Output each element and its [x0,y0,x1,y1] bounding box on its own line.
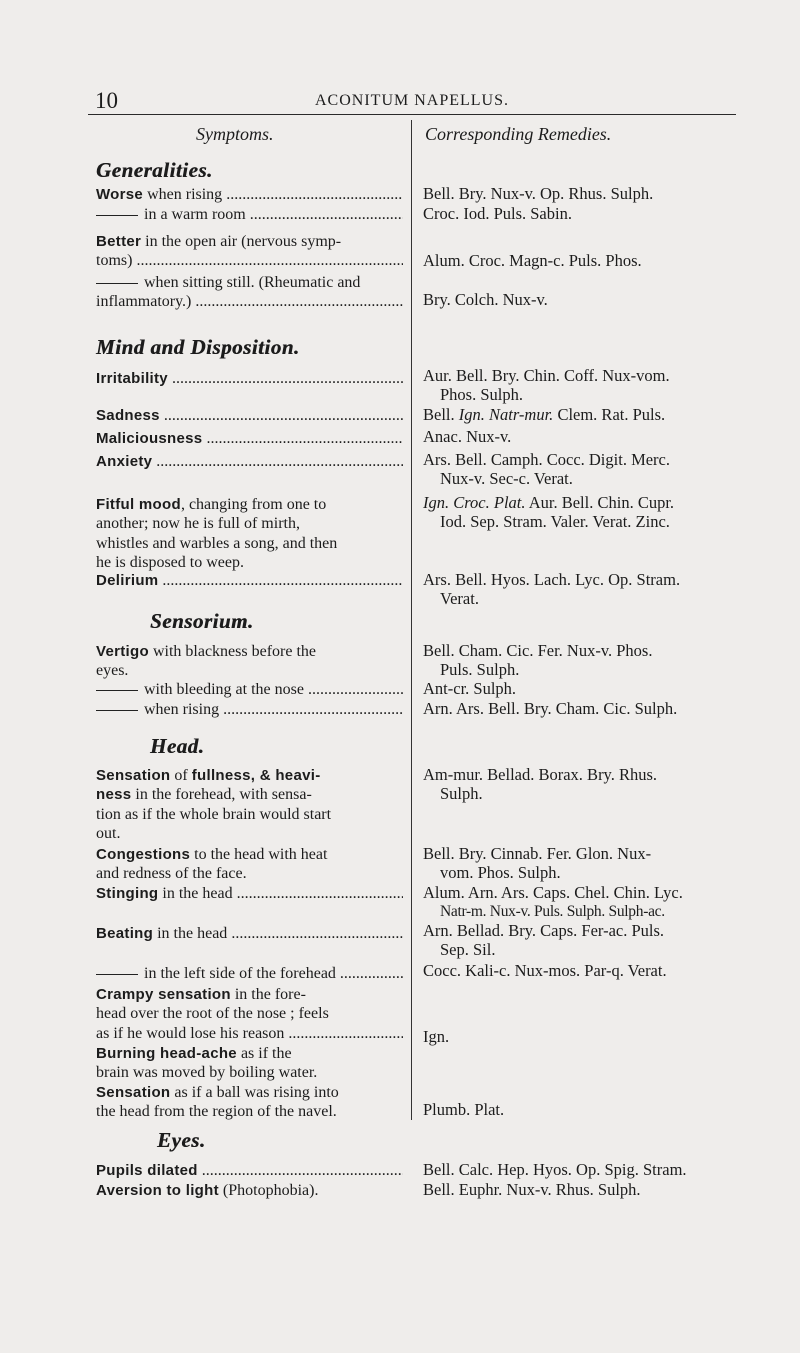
remedy-line: Verat. [440,588,479,608]
remedy-italic: Ign. Croc. Plat. [423,493,526,512]
remedy-line: Iod. Sep. Stram. Valer. Verat. Zinc. [440,511,670,531]
symptom-maliciousness [96,429,403,448]
remedy-line: Arn. Bellad. Bry. Caps. Fer-ac. Puls. [423,921,665,940]
remedy-line: Puls. Sulph. [440,659,520,679]
symptom-worse-rising [96,185,403,204]
symptom-text: when sitting still. (Rheumatic and [144,274,361,291]
keyword: Aversion to light [96,1182,219,1199]
symptom-text: and redness of the face. [96,865,247,883]
symptom-text: as if the [236,1045,292,1062]
symptom-text: (Photophobia). [218,1182,319,1199]
symptom-bleeding-nose [96,680,403,699]
symptom-burning [96,1044,403,1083]
symptom-left-forehead [96,964,403,983]
symptom-text: brain was moved by boiling water. [96,1064,318,1082]
symptom-pupils [96,1161,403,1180]
symptom-fitful-mood [96,495,403,573]
symptoms-column-heading: Symptoms. [196,124,274,144]
symptom-congestions [96,845,403,884]
ditto-dash [96,710,138,711]
symptom-fullness [96,766,403,844]
ditto-dash [96,283,138,284]
remedy-line: Am-mur. Bellad. Borax. Bry. Rhus. [423,765,658,784]
remedy-fitful-mood [423,494,743,531]
keyword: Fitful mood [96,496,181,513]
remedy-maliciousness: Anac. Nux-v. [423,427,512,446]
remedy-stinging [423,884,743,921]
symptom-sitting-still [96,273,403,312]
remedy-line: Ars. Bell. Hyos. Lach. Lyc. Op. Stram. [423,570,681,589]
keyword: Sadness [96,407,160,424]
remedy-photophobia: Bell. Euphr. Nux-v. Rhus. Sulph. [423,1180,641,1199]
remedy-line: Nux-v. Sec-c. Verat. [440,468,573,488]
remedies-column-heading: Corresponding Remedies. [425,124,612,144]
symptom-vertigo-rising [96,700,403,719]
remedy-text: Bell. [423,405,459,424]
keyword: Better [96,233,142,250]
ditto-dash [96,690,138,691]
keyword: Delirium [96,572,159,589]
remedy-beating [423,922,743,959]
symptom-text: when rising [143,186,223,203]
symptom-better-open-air [96,232,403,271]
remedy-warm-room: Croc. Iod. Puls. Sabin. [423,204,572,223]
remedy-pupils: Bell. Calc. Hep. Hyos. Op. Spig. Stram. [423,1160,687,1179]
keyword: Pupils dilated [96,1162,198,1179]
remedy-line: Alum. Arn. Ars. Caps. Chel. Chin. Lyc. [423,883,683,902]
symptom-text: with blackness before the [148,643,317,660]
remedy-left-forehead: Cocc. Kali-c. Nux-mos. Par-q. Verat. [423,961,667,980]
symptom-vertigo [96,642,403,681]
keyword: fullness, & heavi- [191,767,321,784]
remedy-irritability [423,367,743,404]
symptom-text: when rising [144,701,220,718]
remedy-better-open-air: Alum. Croc. Magn-c. Puls. Phos. [423,251,642,270]
keyword: Sensation [96,767,171,784]
keyword: Worse [96,186,144,203]
header-rule [88,114,736,115]
remedy-delirium [423,571,743,608]
symptom-anxiety [96,452,403,471]
keyword: Anxiety [96,453,153,470]
page-number: 10 [95,88,118,113]
symptom-text: toms) ..... [96,251,403,270]
remedy-fullness [423,766,743,803]
remedy-line: Aur. Bell. Bry. Chin. Coff. Nux-vom. [423,366,670,385]
remedy-ball: Plumb. Plat. [423,1100,505,1119]
symptom-warm-room [96,205,403,224]
keyword: Maliciousness [96,430,203,447]
symptom-text: in a warm room [144,206,246,223]
section-heading-sensorium: Sensorium. [150,609,254,633]
symptom-ball [96,1083,403,1122]
remedy-crampy: Ign. [423,1027,450,1046]
running-head: ACONITUM NAPELLUS. [315,92,509,109]
keyword: Beating [96,925,154,942]
remedy-line: Bell. Bry. Cinnab. Fer. Glon. Nux- [423,844,652,863]
remedy-italic: Ign. Natr-mur. [458,405,554,424]
symptom-text: tion as if the whole brain would start [96,805,332,823]
symptom-text: as if a ball was rising into [170,1084,339,1101]
symptom-delirium [96,571,403,590]
remedy-sitting-still: Bry. Colch. Nux-v. [423,290,548,309]
ditto-dash [96,974,138,975]
remedy-line: Phos. Sulph. [440,384,523,404]
symptom-text: with bleeding at the nose [144,681,304,698]
remedy-line: Sep. Sil. [440,939,496,959]
symptom-stinging [96,884,403,903]
symptom-text: to the head with heat [190,846,328,863]
symptom-text: , changing from one to [180,496,327,513]
symptom-text: eyes. [96,662,129,680]
remedy-congestions [423,845,743,882]
section-heading-generalities: Generalities. [96,158,213,182]
keyword: Crampy sensation [96,986,231,1003]
symptom-photophobia [96,1181,403,1200]
symptom-text: in the forehead, with sensa- [131,786,312,804]
section-heading-mind: Mind and Disposition. [96,335,300,359]
remedy-text: Aur. Bell. Chin. Cupr. [525,493,675,512]
symptom-beating [96,924,403,943]
symptom-text: of [170,767,192,784]
remedy-worse-rising: Bell. Bry. Nux-v. Op. Rhus. Sulph. [423,184,654,203]
symptom-text: another; now he is full of mirth, [96,515,300,533]
symptom-text: in the fore- [230,986,306,1003]
symptom-text: as if he would lose his reason ..... [96,1024,403,1043]
keyword: Irritability [96,370,168,387]
symptom-text: out. [96,825,121,843]
remedy-anxiety [423,451,743,488]
keyword: Burning head-ache [96,1045,237,1062]
symptom-text: head over the root of the nose ; feels [96,1005,329,1023]
remedy-bleeding-nose: Ant-cr. Sulph. [423,679,517,698]
remedy-line: Bell. Cham. Cic. Fer. Nux-v. Phos. [423,641,653,660]
symptom-text: in the head [153,925,228,942]
symptom-crampy [96,985,403,1043]
symptom-text: in the left side of the forehead [144,965,336,982]
remedy-line: Natr-m. Nux-v. Puls. Sulph. Sulph-ac. [440,902,665,920]
remedy-line: vom. Phos. Sulph. [440,862,561,882]
keyword: Stinging [96,885,159,902]
keyword: Congestions [96,846,191,863]
symptom-text: whistles and warbles a song, and then [96,534,338,552]
remedy-line: Ars. Bell. Camph. Cocc. Digit. Merc. [423,450,671,469]
remedy-text: Clem. Rat. Puls. [553,405,666,424]
keyword: Sensation [96,1084,171,1101]
symptom-text: in the open air (nervous symp- [141,233,342,250]
remedy-vertigo [423,642,743,679]
keyword: ness [96,786,132,804]
symptom-text: inflammatory.) ..... [96,292,403,311]
remedy-sadness [423,406,743,425]
symptom-sadness [96,406,403,425]
ditto-dash [96,215,138,216]
section-heading-eyes: Eyes. [157,1128,206,1152]
symptom-text: he is disposed to weep. [96,554,244,572]
remedy-vertigo-rising: Arn. Ars. Bell. Bry. Cham. Cic. Sulph. [423,699,678,718]
symptom-text: the head from the region of the navel. [96,1103,337,1121]
remedy-line: Sulph. [440,783,483,803]
keyword: Vertigo [96,643,149,660]
symptom-irritability [96,369,403,388]
section-heading-head: Head. [150,734,205,758]
symptom-text: in the head [158,885,233,902]
